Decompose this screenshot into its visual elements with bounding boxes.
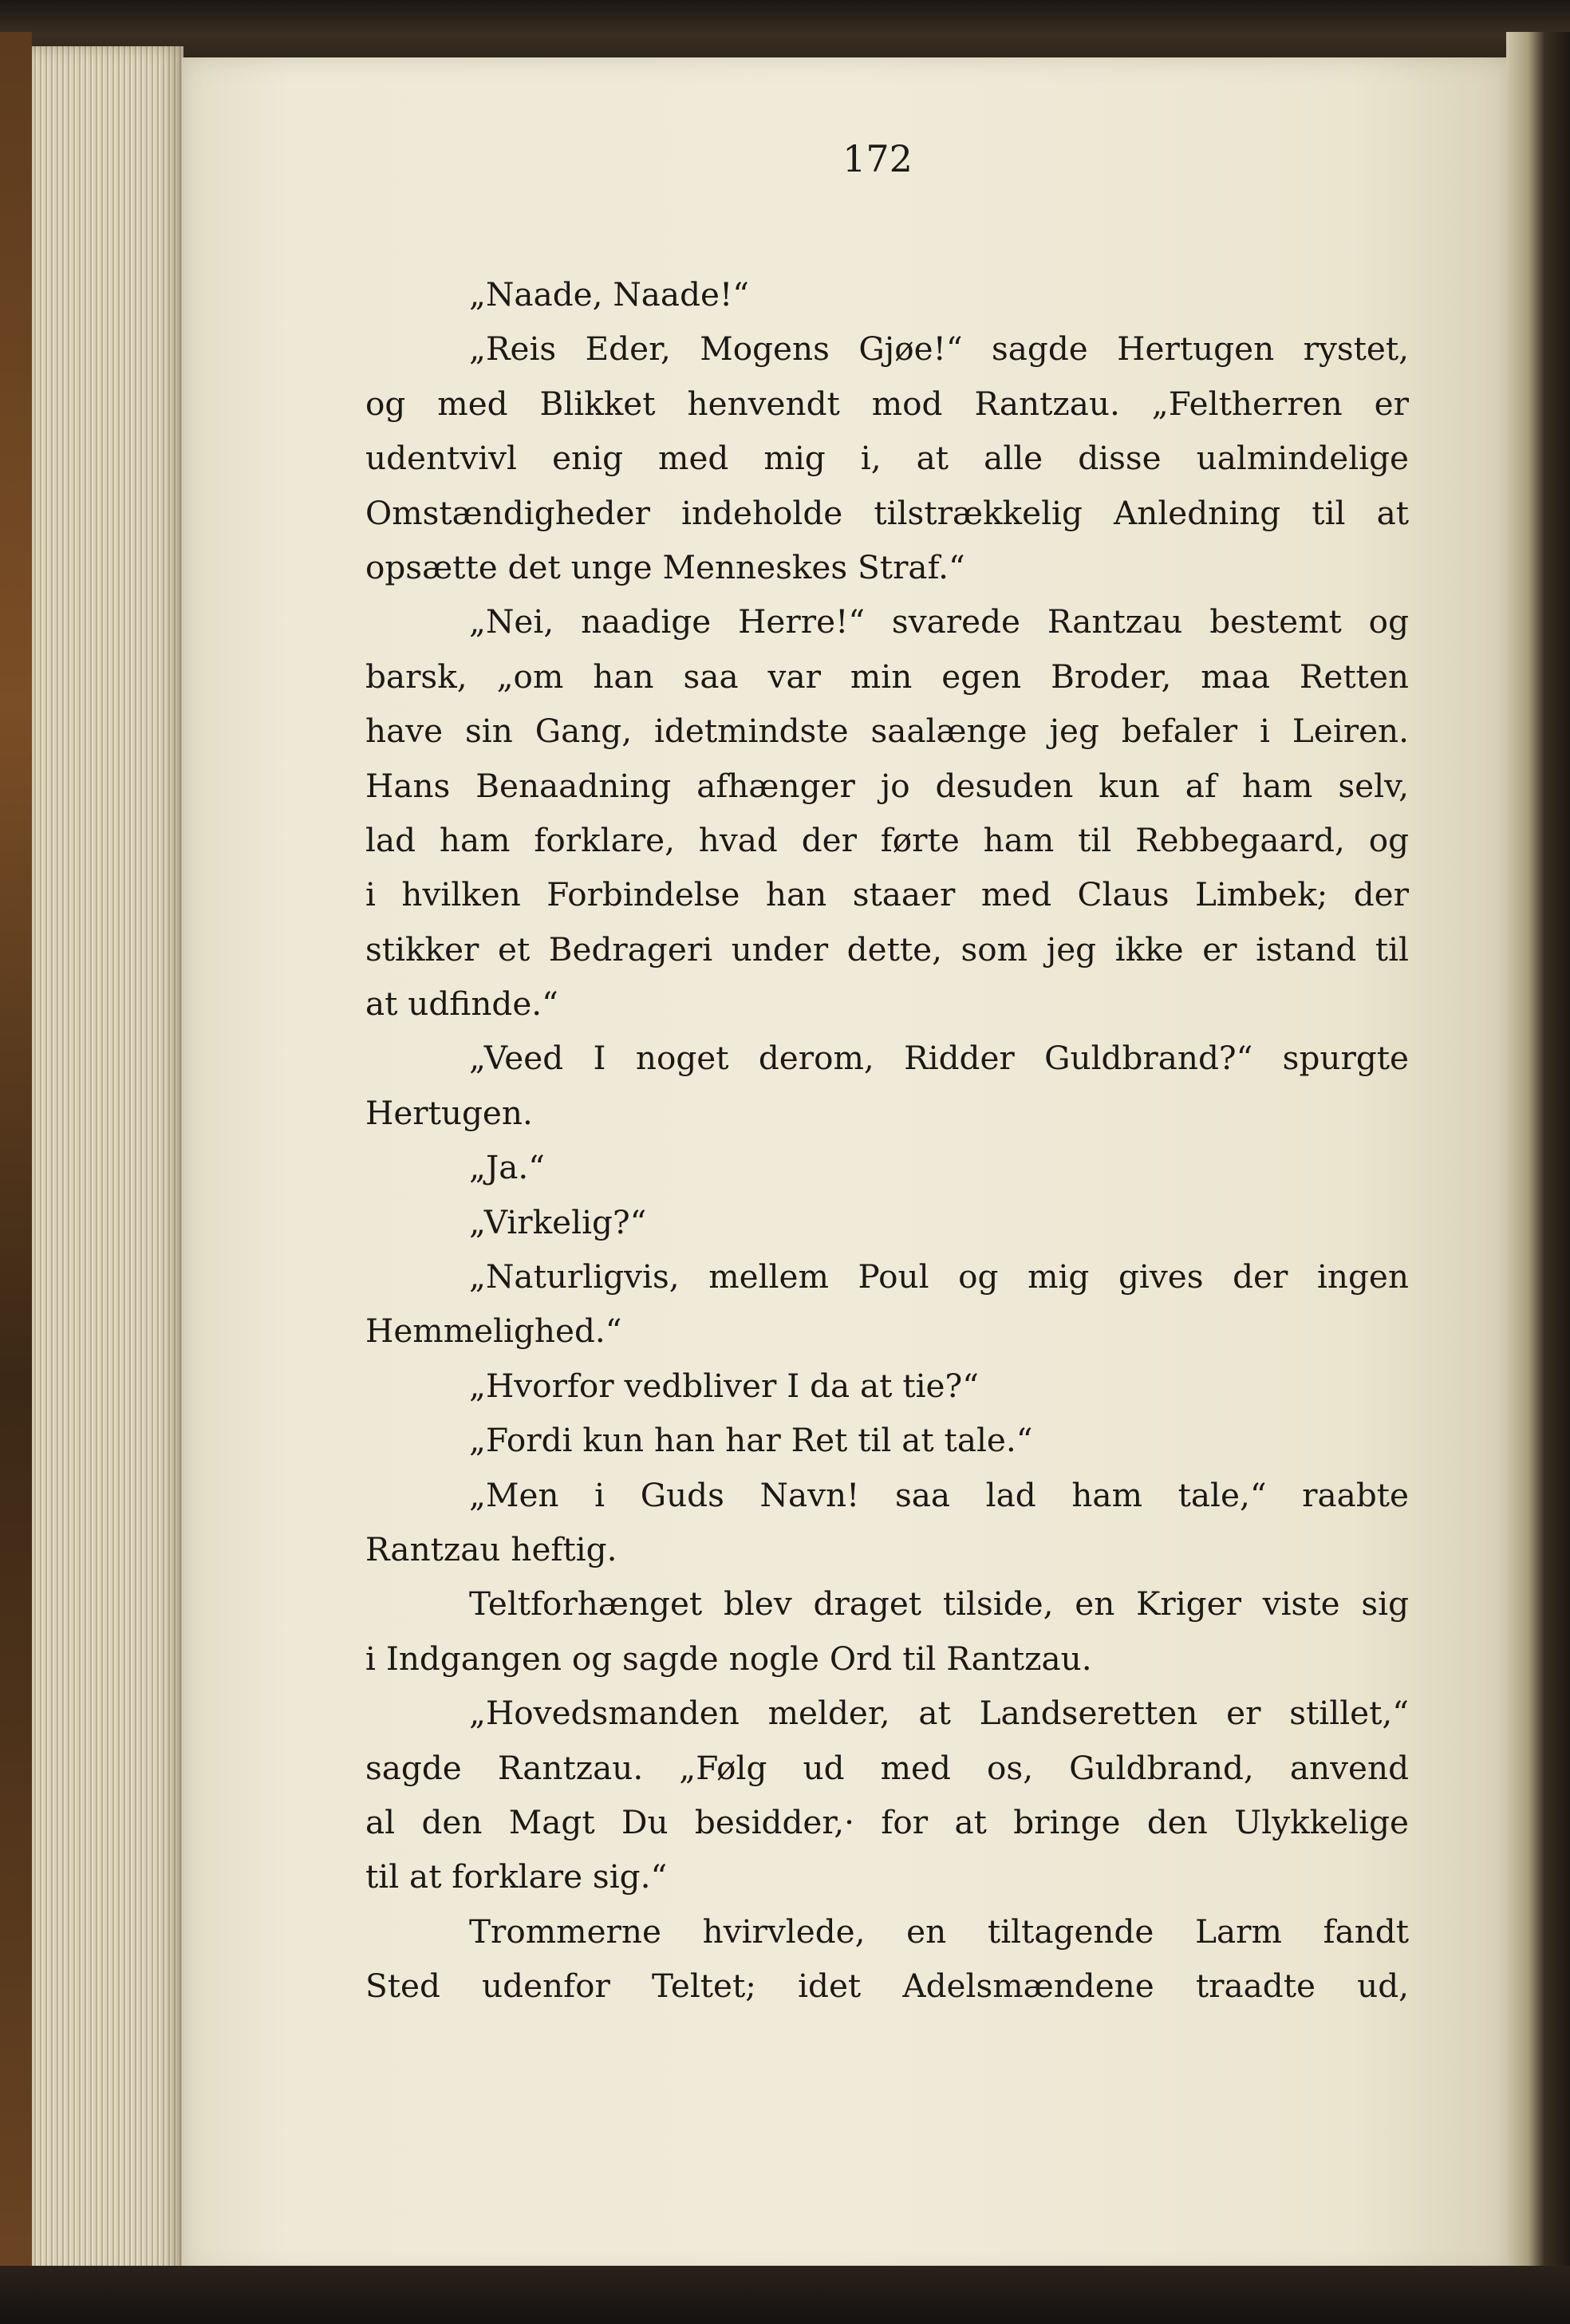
text-body — [365, 267, 1409, 2014]
text-line: lad ham forklare, hvad der førte ham til Rebbegaard, og — [365, 820, 1409, 859]
text-line: „Hvorfor vedbliver I da at tie?“ — [469, 1366, 979, 1405]
text-line: „Reis Eder, Mogens Gjøe!“ sagde Hertugen rystet, — [469, 329, 1409, 369]
text-line: Hans Benaadning afhænger jo desuden kun af ham selv, — [365, 766, 1409, 805]
text-line: „Naade, Naade!“ — [469, 275, 749, 314]
page-number: 172 — [842, 137, 913, 180]
text-line: „Men i Guds Navn! saa lad ham tale,“ raabte — [469, 1475, 1409, 1514]
book-cover-spine — [0, 32, 32, 2282]
text-line: udentvivl enig med mig i, at alle disse ualmindelige — [365, 439, 1409, 478]
text-line: sagde Rantzau. „Følg ud med os, Guldbrand, anvend — [365, 1748, 1409, 1787]
text-line: „Hovedsmanden melder, at Landseretten er stillet,“ — [469, 1694, 1409, 1733]
text-line: „Virkelig?“ — [469, 1202, 647, 1241]
page-edges — [32, 46, 183, 2280]
book-cover-bottom — [0, 2266, 1570, 2324]
text-line: barsk, „om han saa var min egen Broder, maa Retten — [365, 657, 1409, 696]
text-line: „Fordi kun han har Ret til at tale.“ — [469, 1421, 1033, 1460]
text-line: have sin Gang, idetmindste saalænge jeg befaler i Leiren. — [365, 712, 1409, 751]
text-line: Rantzau heftig. — [365, 1529, 617, 1568]
text-line: stikker et Bedrageri under dette, som jeg ikke er istand til — [365, 929, 1409, 969]
text-line: Trommerne hvirvlede, en tiltagende Larm fandt — [469, 1912, 1409, 1951]
text-line: og med Blikket henvendt mod Rantzau. „Feltherren er — [365, 384, 1409, 423]
text-line: „Naturligvis, mellem Poul og mig gives der ingen — [469, 1257, 1409, 1296]
text-line: i hvilken Forbindelse han staaer med Claus Limbek; der — [365, 875, 1409, 914]
text-line: til at forklare sig.“ — [365, 1857, 668, 1896]
text-line: „Ja.“ — [469, 1148, 545, 1187]
text-line: Sted udenfor Teltet; idet Adelsmændene traadte ud, — [365, 1967, 1409, 2006]
text-line: al den Magt Du besidder,· for at bringe den Ulykkelige — [365, 1802, 1409, 1841]
text-line: Hertugen. — [365, 1093, 533, 1132]
text-line: „Veed I noget derom, Ridder Guldbrand?“ spurgte — [469, 1039, 1409, 1078]
text-line: Omstændigheder indeholde tilstrækkelig Anledning til at — [365, 493, 1409, 532]
text-line: i Indgangen og sagde nogle Ord til Rantzau. — [365, 1639, 1092, 1678]
book-cover-top — [0, 0, 1570, 64]
text-line: „Nei, naadige Herre!“ svarede Rantzau bestemt og — [469, 602, 1409, 641]
text-line: Teltforhænget blev draget tilside, en Kriger viste sig — [469, 1584, 1409, 1624]
text-line: opsætte det unge Menneskes Straf.“ — [365, 547, 965, 586]
text-line: Hemmelighed.“ — [365, 1312, 622, 1351]
text-line: at udfinde.“ — [365, 984, 558, 1024]
facing-page-edge — [1506, 32, 1570, 2282]
